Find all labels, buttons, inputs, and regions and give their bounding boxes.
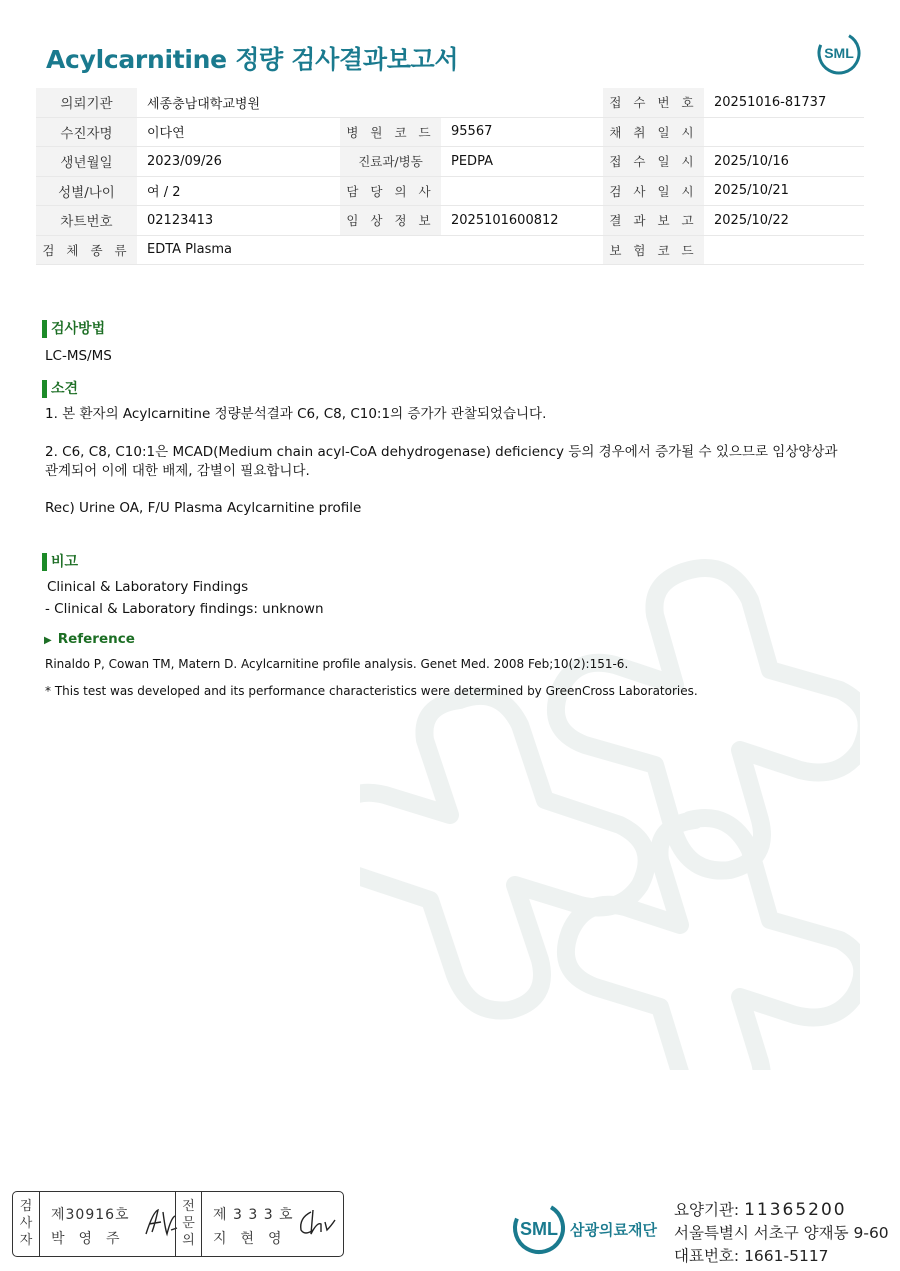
value-chart-number: 02123413 xyxy=(137,206,340,236)
examiner-license-number: 제30916호 xyxy=(51,1207,130,1223)
svg-text:SML: SML xyxy=(824,45,854,61)
value-department: PEDPA xyxy=(441,147,603,177)
footer-organization: 삼광의료재단 xyxy=(570,1221,657,1239)
label-hospital-code: 병 원 코 드 xyxy=(340,117,441,147)
footer-institution-code xyxy=(674,1198,847,1220)
findings-heading: 소견 xyxy=(42,380,78,398)
footer-phone-label: 대표번호: xyxy=(674,1247,740,1265)
value-requesting-institution: 세종충남대학교병원 xyxy=(137,88,603,117)
findings-line-2b: 관계되어 이에 대한 배제, 감별이 필요합니다. xyxy=(45,463,310,479)
findings-line-3: Rec) Urine OA, F/U Plasma Acylcarnitine profile xyxy=(45,500,362,516)
info-row xyxy=(36,176,864,206)
examiner-name: 박영주 xyxy=(51,1231,134,1247)
footer-address: 서울특별시 서초구 양재동 9-60 xyxy=(674,1224,889,1242)
label-test-date: 검 사 일 시 xyxy=(603,176,704,206)
specialist-label xyxy=(175,1192,202,1256)
info-row xyxy=(36,235,864,265)
reference-heading xyxy=(44,631,135,647)
value-receipt-date: 2025/10/16 xyxy=(704,147,864,177)
value-sex-age: 여 / 2 xyxy=(137,176,340,206)
reference-note: * This test was developed and its performance characteristics were determined by GreenCross Laboratories. xyxy=(45,684,698,698)
info-row xyxy=(36,88,864,117)
label-sex-age: 성별/나이 xyxy=(36,176,137,206)
value-clinical-info: 2025101600812 xyxy=(441,206,603,236)
label-requesting-institution: 의뢰기관 xyxy=(36,88,137,117)
examiner-label-text: 검 사 자 xyxy=(19,1199,33,1248)
examiner-signature-icon xyxy=(143,1206,179,1240)
specialist-label-text: 전 문 의 xyxy=(182,1199,195,1248)
label-report-date: 결 과 보 고 xyxy=(603,206,704,236)
remarks-line-1: Clinical & Laboratory Findings xyxy=(47,579,249,595)
footer-code-label: 요양기관: xyxy=(674,1201,740,1219)
label-accession-number: 접 수 번 호 xyxy=(603,88,704,117)
info-row xyxy=(36,147,864,177)
value-specimen-type: EDTA Plasma xyxy=(137,235,603,265)
value-report-date: 2025/10/22 xyxy=(704,206,864,236)
label-collection-date: 채 취 일 시 xyxy=(603,117,704,147)
info-row xyxy=(36,206,864,236)
info-row xyxy=(36,117,864,147)
value-hospital-code: 95567 xyxy=(441,117,603,147)
value-attending-doctor xyxy=(441,176,603,206)
reference-heading-label: Reference xyxy=(57,631,135,647)
value-birth-date: 2023/09/26 xyxy=(137,147,340,177)
footer-phone xyxy=(674,1244,829,1266)
reference-citation: Rinaldo P, Cowan TM, Matern D. Acylcarnitine profile analysis. Genet Med. 2008 Feb;10(2):151-6. xyxy=(45,657,629,671)
label-attending-doctor: 담 당 의 사 xyxy=(340,176,441,206)
triangle-right-icon: ▶ xyxy=(44,635,52,646)
cross-watermark-icon xyxy=(360,550,860,1070)
footer-code-value: 11365200 xyxy=(744,1200,847,1220)
label-chart-number: 차트번호 xyxy=(36,206,137,236)
method-heading: 검사방법 xyxy=(42,320,105,338)
value-collection-date xyxy=(704,117,864,147)
label-department: 진료과/병동 xyxy=(340,147,441,177)
svg-text:SML: SML xyxy=(520,1219,558,1239)
specialist-signature-icon xyxy=(297,1206,337,1240)
label-receipt-date: 접 수 일 시 xyxy=(603,147,704,177)
footer-phone-value: 1661-5117 xyxy=(744,1247,829,1265)
sml-logo-icon xyxy=(816,30,862,76)
specialist-license-number: 제 3 3 3 호 xyxy=(213,1207,294,1223)
remarks-heading: 비고 xyxy=(42,553,78,571)
method-text: LC-MS/MS xyxy=(45,348,112,364)
remarks-line-2: - Clinical & Laboratory findings: unknown xyxy=(45,601,324,617)
value-insurance-code xyxy=(704,235,864,265)
label-specimen-type: 검 체 종 류 xyxy=(36,235,137,265)
value-test-date: 2025/10/21 xyxy=(704,176,864,206)
label-patient-name: 수진자명 xyxy=(36,117,137,147)
label-clinical-info: 임 상 정 보 xyxy=(340,206,441,236)
findings-line-2a: 2. C6, C8, C10:1은 MCAD(Medium chain acyl-CoA dehydrogenase) deficiency 등의 경우에서 증가될 수 있으므로 임상양상과 xyxy=(45,444,838,460)
value-accession-number: 20251016-81737 xyxy=(704,88,864,117)
label-insurance-code: 보 험 코 드 xyxy=(603,235,704,265)
findings-line-1: 1. 본 환자의 Acylcarnitine 정량분석결과 C6, C8, C10:1의 증가가 관찰되었습니다. xyxy=(45,406,547,422)
sml-footer-logo-icon xyxy=(510,1200,568,1256)
patient-info-table xyxy=(36,88,864,265)
value-patient-name: 이다연 xyxy=(137,117,340,147)
report-title: Acylcarnitine 정량 검사결과보고서 xyxy=(46,45,459,74)
label-birth-date: 생년월일 xyxy=(36,147,137,177)
specialist-name: 지현영 xyxy=(213,1231,296,1247)
examiner-label xyxy=(13,1192,40,1256)
signature-box xyxy=(12,1191,344,1257)
